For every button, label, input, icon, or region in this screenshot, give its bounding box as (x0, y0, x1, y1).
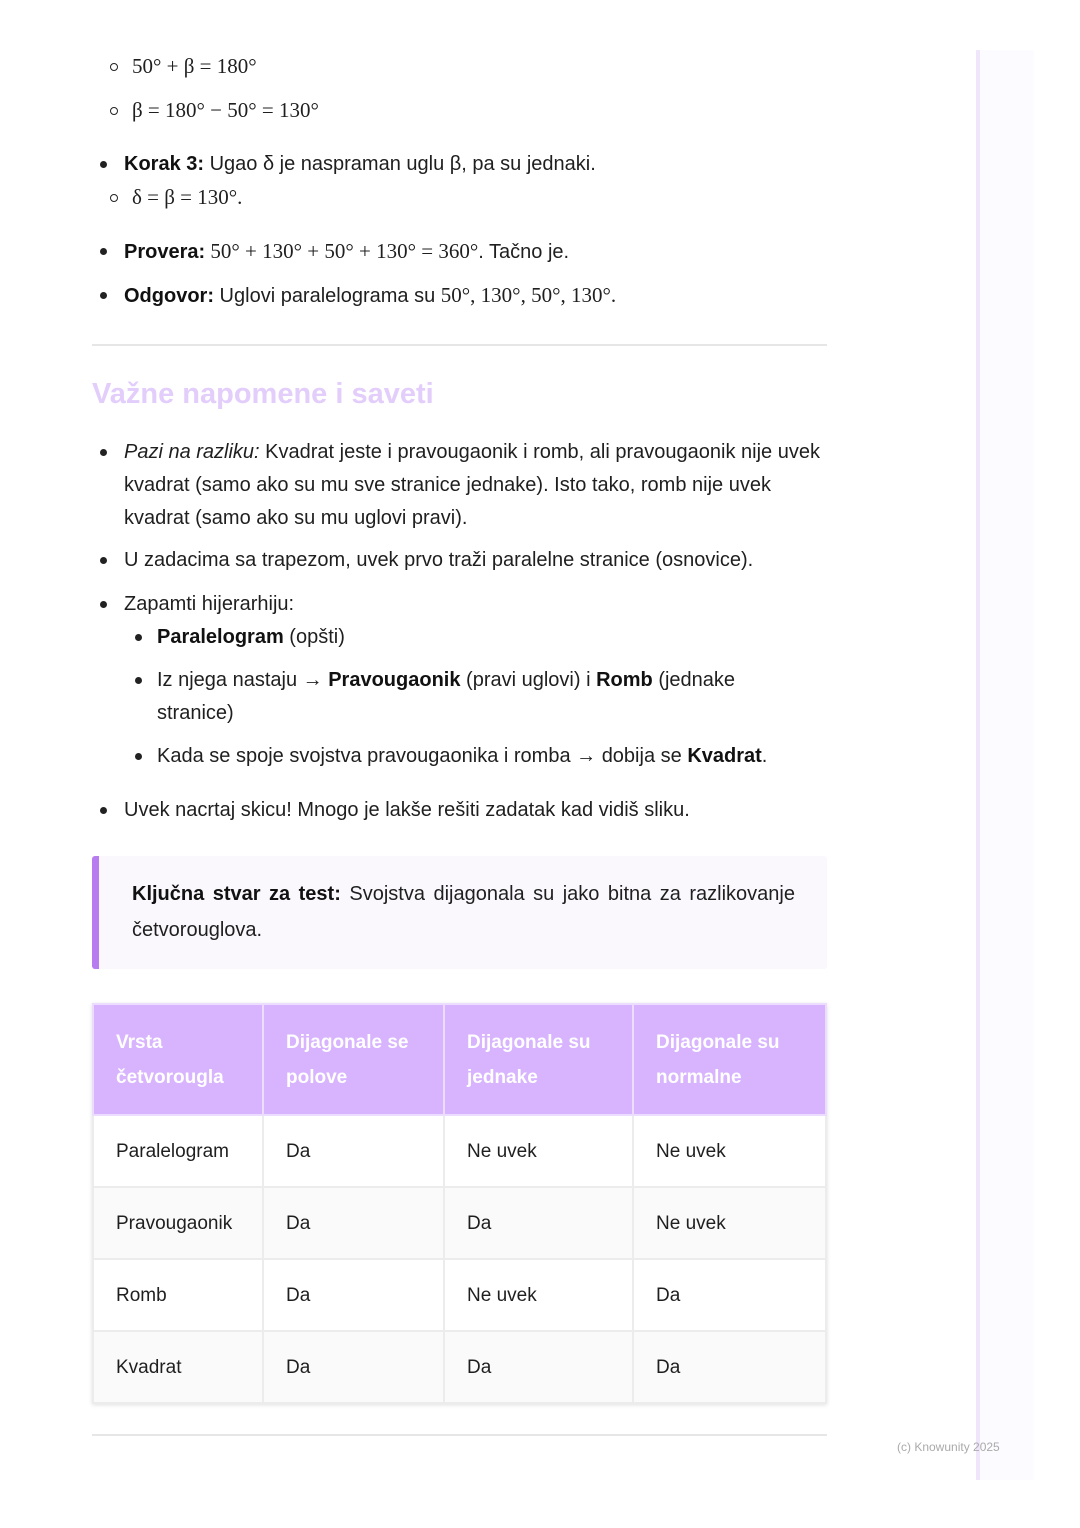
table-row (93, 1115, 826, 1187)
math-line: δ = β = 130°. (132, 181, 242, 214)
column-header: Dijagonale su jednake (444, 1004, 633, 1115)
sub-list-item (157, 621, 345, 654)
text: Ugao δ je naspraman uglu β, pa su jednaki. (204, 153, 596, 175)
cell: Da (444, 1331, 633, 1403)
text: (opšti) (283, 626, 345, 648)
emphasis: Pazi na razliku: (124, 441, 260, 463)
text: Iz njega nastaju → (157, 669, 329, 691)
label: Odgovor: (124, 285, 214, 307)
section-heading: Važne napomene i saveti (92, 378, 434, 410)
cell: Da (633, 1259, 826, 1331)
math: 50°, 130°, 50°, 130°. (440, 283, 617, 307)
callout-text: Svojstva dijagonala su jako bitna za razlikovanje četvorouglova. (132, 883, 795, 941)
cell: Da (444, 1187, 633, 1259)
cell: Kvadrat (93, 1331, 263, 1403)
text: Uglovi paralelograma su (214, 285, 441, 307)
cell: Ne uvek (633, 1187, 826, 1259)
text: . Tačno je. (478, 241, 570, 263)
bold: Paralelogram (157, 626, 284, 648)
cell: Da (263, 1259, 444, 1331)
cell: Da (263, 1331, 444, 1403)
bold: Kvadrat (687, 745, 762, 767)
bold: Pravougaonik (328, 669, 461, 691)
list-item (124, 148, 596, 181)
list-item: U zadacima sa trapezom, uvek prvo traži paralelne stranice (osnovice). (124, 544, 753, 577)
copyright-footer: (c) Knowunity 2025 (897, 1440, 1000, 1454)
text: Kada se spoje svojstva pravougaonika i romba → dobija se (157, 745, 688, 767)
list-item (124, 235, 569, 269)
math-line: 50° + β = 180° (132, 50, 257, 83)
text: Kvadrat jeste i pravougaonik i romb, ali pravougaonik nije uvek kvadrat (samo ako su mu sve stranice jednake). Isto tako, romb nije uvek kvadrat (samo ako su mu uglovi pravi). (124, 441, 820, 529)
sidebar-panel (976, 50, 1034, 1480)
divider (92, 344, 827, 346)
label: Korak 3: (124, 153, 205, 175)
table-row (93, 1331, 826, 1403)
column-header: Dijagonale su normalne (633, 1004, 826, 1115)
sub-list-item (157, 740, 837, 773)
cell: Ne uvek (444, 1115, 633, 1187)
cell: Da (633, 1331, 826, 1403)
table-row (93, 1187, 826, 1259)
table-row (93, 1259, 826, 1331)
text: . (761, 745, 768, 767)
math-line: β = 180° − 50° = 130° (132, 94, 319, 127)
list-item (124, 279, 616, 313)
divider (92, 1434, 827, 1436)
column-header: Vrsta četvorougla (93, 1004, 263, 1115)
cell: Ne uvek (633, 1115, 826, 1187)
key-callout (92, 856, 827, 969)
cell: Ne uvek (444, 1259, 633, 1331)
label: Provera: (124, 241, 206, 263)
diagonals-table (92, 1003, 827, 1404)
cell: Paralelogram (93, 1115, 263, 1187)
text: (jednake stranice) (157, 669, 736, 724)
callout-label: Ključna stvar za test: (132, 883, 341, 905)
list-item (124, 436, 827, 535)
cell: Da (263, 1187, 444, 1259)
sub-list-item (157, 664, 787, 730)
list-item: Uvek nacrtaj skicu! Mnogo je lakše rešiti zadatak kad vidiš sliku. (124, 794, 690, 827)
table-header-row (93, 1004, 826, 1115)
cell: Romb (93, 1259, 263, 1331)
cell: Da (263, 1115, 444, 1187)
list-item: Zapamti hijerarhiju: (124, 588, 294, 621)
cell: Pravougaonik (93, 1187, 263, 1259)
text: (pravi uglovi) i (460, 669, 597, 691)
math: 50° + 130° + 50° + 130° = 360° (205, 239, 479, 263)
column-header: Dijagonale se polove (263, 1004, 444, 1115)
bold: Romb (596, 669, 653, 691)
